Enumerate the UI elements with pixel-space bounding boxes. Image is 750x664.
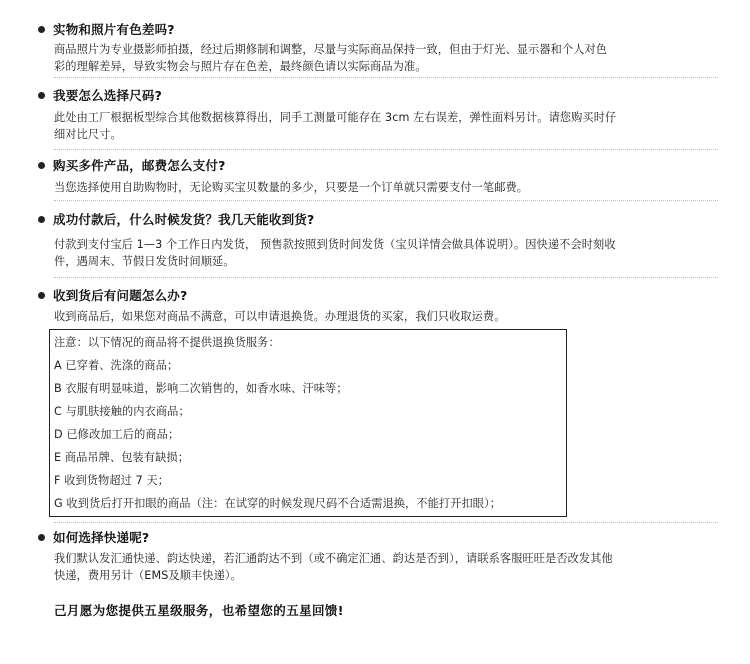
faq-question: 我要怎么选择尺码? [53,88,163,103]
bullet-icon [38,216,45,223]
faq-answer-line: 此处由工厂根据板型综合其他数据核算得出，同手工测量可能存在 3cm 左右误差，弹性面料另计。请您购买时仔 [54,111,617,124]
notice-item: B 衣服有明显味道，影响二次销售的，如香水味、汗味等； [54,382,348,395]
bullet-icon [38,162,45,169]
notice-item: F 收到货物超过 7 天； [54,474,170,487]
separator [54,77,718,78]
faq-answer [54,308,719,325]
faq-answer-line: 商品照片为专业摄影师拍摄，经过后期修制和调整，尽量与实际商品保持一致，但由于灯光、显示器和个人对色 [54,43,608,56]
faq-question-row [38,528,149,546]
notice-item: E 商品吊牌、包装有缺损； [54,451,189,464]
notice-item: A 已穿着、洗涤的商品； [54,359,179,372]
bullet-icon [38,292,45,299]
faq-question-row [38,86,162,104]
faq-question-row [38,286,187,304]
separator [54,522,718,523]
faq-question: 收到货后有问题怎么办? [53,288,188,303]
faq-question: 实物和照片有色差吗? [53,22,175,37]
faq-question-row [38,156,226,174]
separator [54,149,718,150]
separator [54,200,718,201]
faq-answer-line: 细对比尺寸。 [54,128,122,141]
faq-answer [54,550,719,584]
notice-item: G 收到货后打开扣眼的商品（注：在试穿的时候发现尺码不合适需退换，不能打开扣眼）； [54,497,502,510]
bullet-icon [38,26,45,33]
faq-question: 购买多件产品，邮费怎么支付? [53,158,226,173]
bullet-icon [38,92,45,99]
faq-answer-line: 件，遇周末、节假日发货时间顺延。 [54,255,235,268]
faq-answer [54,109,719,143]
faq-question-row [38,210,314,228]
faq-answer [54,41,719,75]
notice-item: C 与肌肤接触的内衣商品； [54,405,190,418]
faq-question-row [38,20,175,38]
faq-answer-line: 当您选择使用自助购物时，无论购买宝贝数量的多少，只要是一个订单就只需要支付一笔邮费。 [54,181,529,194]
closing-message: 己月愿为您提供五星级服务，也希望您的五星回馈! [54,603,344,618]
notice-item: D 已修改加工后的商品； [54,428,180,441]
faq-question: 成功付款后，什么时候发货？我几天能收到货? [53,212,315,227]
faq-question: 如何选择快递呢? [53,530,150,545]
faq-answer-line: 快递，费用另计（EMS及顺丰快递）。 [54,569,242,582]
notice-title: 注意：以下情况的商品将不提供退换货服务： [54,336,280,349]
bullet-icon [38,534,45,541]
separator [54,277,718,278]
faq-answer-line: 付款到支付宝后 1—3 个工作日内发货， 预售款按照到货时间发货（宝贝详情会做具体说明）。因快递不会时刻收 [54,238,616,251]
faq-answer [54,179,719,196]
faq-answer-line: 收到商品后，如果您对商品不满意，可以申请退换货。办理退货的买家，我们只收取运费。 [54,310,506,323]
faq-answer [54,236,719,270]
faq-answer-line: 我们默认发汇通快递、韵达快递，若汇通韵达不到（或不确定汇通、韵达是否到），请联系客服旺旺是否改发其他 [54,552,613,565]
notice-box [49,329,567,517]
faq-answer-line: 彩的理解差异，导致实物会与照片存在色差，最终颜色请以实际商品为准。 [54,60,427,73]
